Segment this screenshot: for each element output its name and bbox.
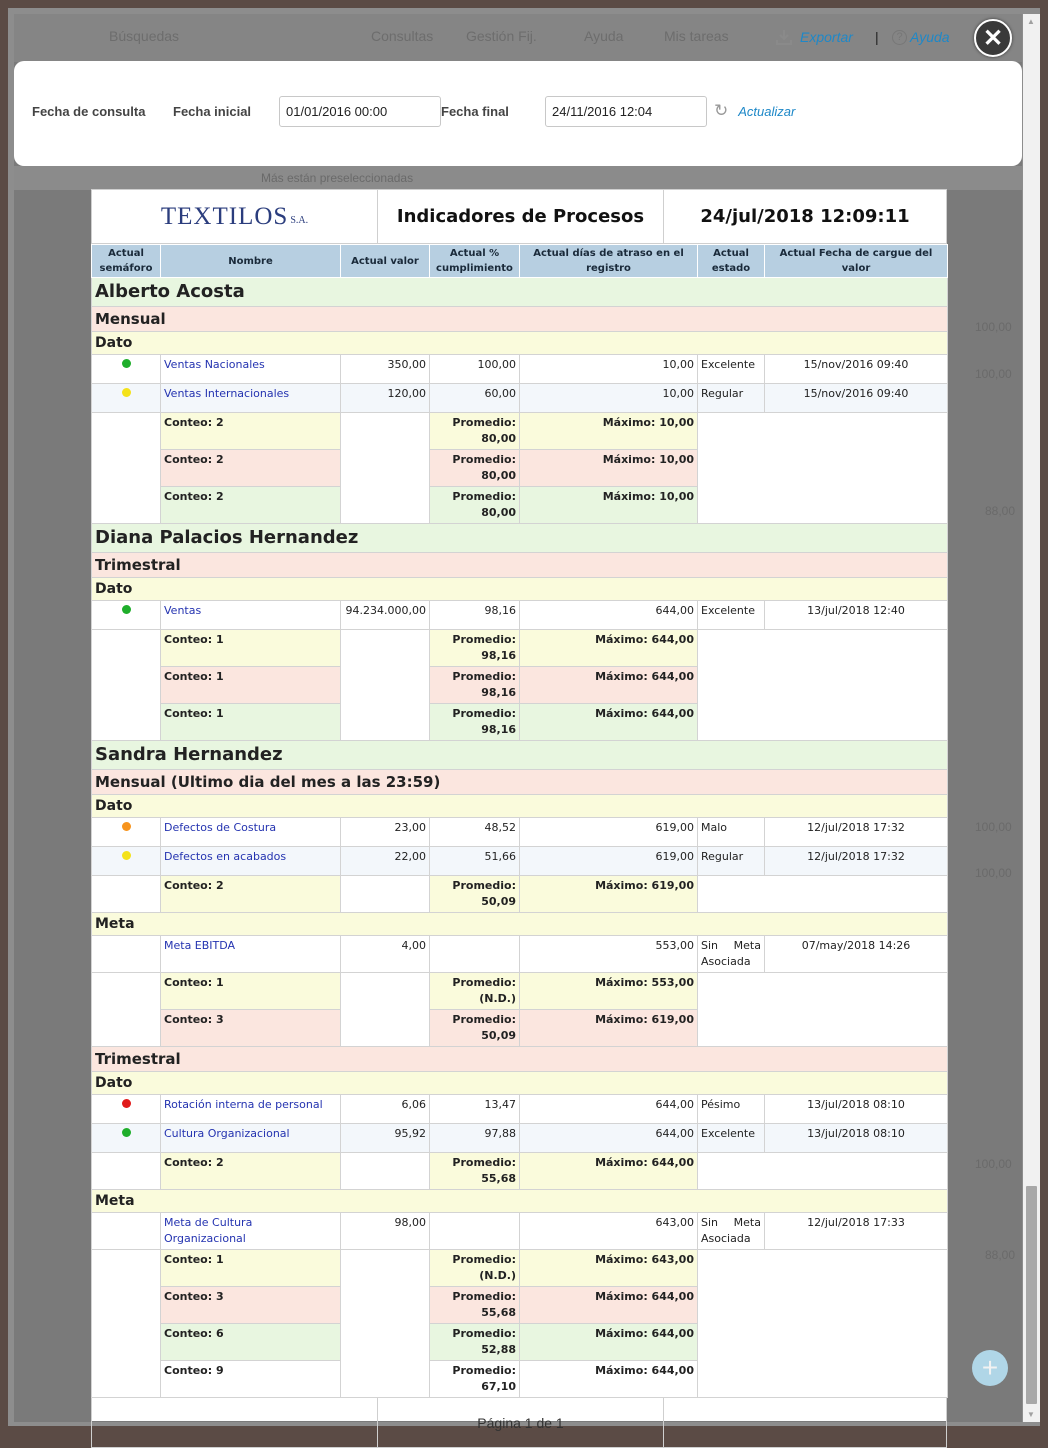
load-date-cell: 13/jul/2018 08:10 bbox=[765, 1124, 948, 1153]
average-cell: Promedio: 80,00 bbox=[430, 487, 520, 524]
value-cell: 98,00 bbox=[341, 1213, 430, 1250]
state-cell: Excelente bbox=[698, 1124, 765, 1153]
column-header: Actual valor bbox=[341, 245, 430, 278]
type-group-header-label: Dato bbox=[92, 332, 948, 355]
average-cell: Promedio: 67,10 bbox=[430, 1361, 520, 1398]
max-cell: Máximo: 644,00 bbox=[520, 1153, 698, 1190]
period-group-header-label: Mensual (Ultimo dia del mes a las 23:59) bbox=[92, 770, 948, 795]
scrollbar-thumb[interactable] bbox=[1026, 1186, 1037, 1404]
summary-blank-cell bbox=[698, 630, 948, 741]
column-header: Actual estado bbox=[698, 245, 765, 278]
count-cell: Conteo: 1 bbox=[161, 704, 341, 741]
average-cell: Promedio: 98,16 bbox=[430, 667, 520, 704]
refresh-label: Actualizar bbox=[738, 103, 796, 119]
count-cell: Conteo: 6 bbox=[161, 1324, 341, 1361]
type-group-header-label: Meta bbox=[92, 1190, 948, 1213]
period-group-header-label: Trimestral bbox=[92, 553, 948, 578]
background-value: 100,00 bbox=[975, 820, 1012, 834]
average-cell: Promedio: (N.D.) bbox=[430, 1250, 520, 1287]
indicator-link[interactable]: Meta EBITDA bbox=[164, 939, 236, 952]
max-cell: Máximo: 619,00 bbox=[520, 876, 698, 913]
delay-cell: 10,00 bbox=[520, 384, 698, 413]
value-cell: 23,00 bbox=[341, 818, 430, 847]
yellow-light-icon bbox=[122, 388, 131, 397]
summary-blank-cell bbox=[698, 973, 948, 1047]
state-cell: Excelente bbox=[698, 601, 765, 630]
orange-light-icon bbox=[122, 822, 131, 831]
average-cell: Promedio: 52,88 bbox=[430, 1324, 520, 1361]
value-cell: 120,00 bbox=[341, 384, 430, 413]
delay-cell: 644,00 bbox=[520, 601, 698, 630]
period-group-header bbox=[92, 1047, 948, 1072]
semaphore-cell bbox=[92, 1124, 161, 1153]
load-date-cell: 15/nov/2016 09:40 bbox=[765, 355, 948, 384]
background-value: 100,00 bbox=[975, 1157, 1012, 1171]
person-group-header-label: Sandra Hernandez bbox=[92, 741, 948, 770]
start-date-label: Fecha inicial bbox=[173, 104, 252, 119]
name-cell bbox=[161, 384, 341, 413]
delay-cell: 643,00 bbox=[520, 1213, 698, 1250]
type-group-header bbox=[92, 332, 948, 355]
max-cell: Máximo: 644,00 bbox=[520, 1324, 698, 1361]
count-cell: Conteo: 2 bbox=[161, 1153, 341, 1190]
person-group-header-label: Diana Palacios Hernandez bbox=[92, 524, 948, 553]
percent-cell: 13,47 bbox=[430, 1095, 520, 1124]
state-cell: Malo bbox=[698, 818, 765, 847]
state-cell: Regular bbox=[698, 847, 765, 876]
summary-blank-cell bbox=[341, 413, 430, 524]
summary-blank-cell bbox=[698, 1153, 948, 1190]
plus-icon: + bbox=[981, 1352, 999, 1383]
average-cell: Promedio: 80,00 bbox=[430, 413, 520, 450]
value-cell: 95,92 bbox=[341, 1124, 430, 1153]
summary-blank-cell bbox=[92, 1153, 161, 1190]
background-menu-item: Mis tareas bbox=[664, 28, 729, 44]
add-button[interactable] bbox=[972, 1350, 1008, 1386]
help-button[interactable] bbox=[892, 29, 950, 45]
period-group-header bbox=[92, 307, 948, 332]
count-cell: Conteo: 1 bbox=[161, 973, 341, 1010]
summary-blank-cell bbox=[341, 630, 430, 741]
summary-blank-cell bbox=[341, 876, 430, 913]
period-group-header-label: Mensual bbox=[92, 307, 948, 332]
delay-cell: 644,00 bbox=[520, 1124, 698, 1153]
summary-blank-cell bbox=[341, 1153, 430, 1190]
summary-blank-cell bbox=[341, 1250, 430, 1398]
percent-cell: 51,66 bbox=[430, 847, 520, 876]
load-date-cell: 07/may/2018 14:26 bbox=[765, 936, 948, 973]
count-cell: Conteo: 2 bbox=[161, 450, 341, 487]
count-cell: Conteo: 2 bbox=[161, 413, 341, 450]
name-cell bbox=[161, 1213, 341, 1250]
percent-cell bbox=[430, 936, 520, 973]
company-logo bbox=[92, 190, 378, 243]
type-group-header bbox=[92, 913, 948, 936]
red-light-icon bbox=[122, 1099, 131, 1108]
percent-cell: 48,52 bbox=[430, 818, 520, 847]
delay-cell: 10,00 bbox=[520, 355, 698, 384]
max-cell: Máximo: 644,00 bbox=[520, 704, 698, 741]
average-cell: Promedio: 50,09 bbox=[430, 876, 520, 913]
value-cell: 350,00 bbox=[341, 355, 430, 384]
download-icon bbox=[776, 29, 792, 45]
report-footer bbox=[91, 1398, 947, 1448]
summary-blank-cell bbox=[92, 630, 161, 741]
type-group-header bbox=[92, 1072, 948, 1095]
green-light-icon bbox=[122, 605, 131, 614]
name-cell bbox=[161, 601, 341, 630]
table-row bbox=[92, 936, 948, 973]
name-cell bbox=[161, 818, 341, 847]
table-row bbox=[92, 1213, 948, 1250]
average-cell: Promedio: (N.D.) bbox=[430, 973, 520, 1010]
semaphore-cell bbox=[92, 601, 161, 630]
background-menu-item: Ayuda bbox=[584, 28, 624, 44]
column-header: Actual Fecha de cargue del valor bbox=[765, 245, 948, 278]
name-cell bbox=[161, 1095, 341, 1124]
percent-cell: 98,16 bbox=[430, 601, 520, 630]
type-group-header bbox=[92, 795, 948, 818]
export-button[interactable] bbox=[776, 29, 853, 45]
report-header bbox=[91, 189, 947, 244]
table-row bbox=[92, 1124, 948, 1153]
background-preselected-text: Más están preseleccionadas bbox=[261, 171, 414, 185]
yellow-light-icon bbox=[122, 851, 131, 860]
count-cell: Conteo: 2 bbox=[161, 876, 341, 913]
state-cell: Sin Meta Asociada bbox=[698, 1213, 765, 1250]
load-date-cell: 12/jul/2018 17:32 bbox=[765, 818, 948, 847]
load-date-cell: 12/jul/2018 17:32 bbox=[765, 847, 948, 876]
indicator-link[interactable]: Ventas Nacionales bbox=[164, 358, 265, 371]
indicator-link[interactable]: Rotación interna de personal bbox=[164, 1098, 323, 1111]
background-menu-item: Consultas bbox=[371, 28, 434, 44]
delay-cell: 553,00 bbox=[520, 936, 698, 973]
person-group-header bbox=[92, 741, 948, 770]
background-value: 100,00 bbox=[975, 367, 1012, 381]
scrollbar[interactable] bbox=[1023, 14, 1040, 1422]
value-cell: 22,00 bbox=[341, 847, 430, 876]
max-cell: Máximo: 553,00 bbox=[520, 973, 698, 1010]
average-cell: Promedio: 98,16 bbox=[430, 704, 520, 741]
max-cell: Máximo: 643,00 bbox=[520, 1250, 698, 1287]
state-cell: Regular bbox=[698, 384, 765, 413]
summary-blank-cell bbox=[92, 973, 161, 1047]
scroll-up-icon[interactable]: ▲ bbox=[1027, 17, 1035, 26]
value-cell: 94.234.000,00 bbox=[341, 601, 430, 630]
period-group-header bbox=[92, 553, 948, 578]
column-header: Nombre bbox=[161, 245, 341, 278]
table-row bbox=[92, 1095, 948, 1124]
percent-cell: 60,00 bbox=[430, 384, 520, 413]
table-row bbox=[92, 384, 948, 413]
load-date-cell: 13/jul/2018 12:40 bbox=[765, 601, 948, 630]
count-cell: Conteo: 3 bbox=[161, 1287, 341, 1324]
percent-cell bbox=[430, 1213, 520, 1250]
refresh-button[interactable] bbox=[714, 103, 795, 119]
table-row bbox=[92, 601, 948, 630]
person-group-header-label: Alberto Acosta bbox=[92, 278, 948, 307]
max-cell: Máximo: 644,00 bbox=[520, 1287, 698, 1324]
summary-blank-cell bbox=[341, 973, 430, 1047]
table-row bbox=[92, 818, 948, 847]
average-cell: Promedio: 80,00 bbox=[430, 450, 520, 487]
max-cell: Máximo: 10,00 bbox=[520, 487, 698, 524]
background-menu-item: Gestión Fij. bbox=[466, 28, 537, 44]
logo-suffix: S.A. bbox=[290, 215, 309, 226]
average-cell: Promedio: 50,09 bbox=[430, 1010, 520, 1047]
type-group-header-label: Dato bbox=[92, 795, 948, 818]
semaphore-cell bbox=[92, 936, 161, 973]
summary-blank-cell bbox=[698, 1250, 948, 1398]
end-date-label: Fecha final bbox=[441, 104, 509, 119]
column-header: Actual semáforo bbox=[92, 245, 161, 278]
background-value: 88,00 bbox=[985, 1248, 1016, 1262]
end-date-input[interactable] bbox=[545, 96, 707, 127]
count-cell: Conteo: 1 bbox=[161, 630, 341, 667]
summary-blank-cell bbox=[698, 876, 948, 913]
person-group-header bbox=[92, 524, 948, 553]
value-cell: 6,06 bbox=[341, 1095, 430, 1124]
query-date-label: Fecha de consulta bbox=[32, 104, 146, 119]
max-cell: Máximo: 10,00 bbox=[520, 450, 698, 487]
semaphore-cell bbox=[92, 355, 161, 384]
semaphore-cell bbox=[92, 1213, 161, 1250]
summary-row bbox=[92, 1153, 948, 1190]
name-cell bbox=[161, 847, 341, 876]
table-row bbox=[92, 847, 948, 876]
max-cell: Máximo: 10,00 bbox=[520, 413, 698, 450]
count-cell: Conteo: 3 bbox=[161, 1010, 341, 1047]
summary-row bbox=[92, 630, 948, 667]
background-value: 100,00 bbox=[975, 320, 1012, 334]
summary-row bbox=[92, 413, 948, 450]
max-cell: Máximo: 619,00 bbox=[520, 1010, 698, 1047]
value-cell: 4,00 bbox=[341, 936, 430, 973]
semaphore-cell bbox=[92, 384, 161, 413]
semaphore-cell bbox=[92, 818, 161, 847]
column-header: Actual días de atraso en el registro bbox=[520, 245, 698, 278]
count-cell: Conteo: 1 bbox=[161, 667, 341, 704]
indicator-link[interactable]: Meta de Cultura Organizacional bbox=[164, 1216, 253, 1245]
background-menubar bbox=[14, 14, 1022, 62]
scroll-down-icon[interactable]: ▼ bbox=[1027, 1410, 1035, 1419]
start-date-input[interactable] bbox=[279, 96, 441, 127]
report-sheet bbox=[91, 189, 947, 1431]
green-light-icon bbox=[122, 1128, 131, 1137]
semaphore-cell bbox=[92, 847, 161, 876]
max-cell: Máximo: 644,00 bbox=[520, 630, 698, 667]
person-group-header bbox=[92, 278, 948, 307]
background-preselected-strip bbox=[14, 166, 1022, 190]
indicator-link[interactable]: Defectos en acabados bbox=[164, 850, 287, 863]
indicator-link[interactable]: Defectos de Costura bbox=[164, 821, 277, 834]
report-body bbox=[92, 278, 948, 1398]
summary-blank-cell bbox=[92, 1250, 161, 1398]
average-cell: Promedio: 55,68 bbox=[430, 1153, 520, 1190]
indicator-link[interactable]: Ventas bbox=[164, 604, 202, 617]
delay-cell: 644,00 bbox=[520, 1095, 698, 1124]
summary-row bbox=[92, 1250, 948, 1287]
summary-blank-cell bbox=[92, 413, 161, 524]
close-icon: ✕ bbox=[982, 24, 1004, 52]
percent-cell: 100,00 bbox=[430, 355, 520, 384]
background-search: Búsquedas bbox=[109, 28, 180, 44]
summary-row bbox=[92, 876, 948, 913]
table-row bbox=[92, 355, 948, 384]
green-light-icon bbox=[122, 359, 131, 368]
column-headers bbox=[92, 245, 948, 278]
background-value: 88,00 bbox=[985, 504, 1016, 518]
filter-panel bbox=[14, 61, 1022, 166]
help-icon: ? bbox=[892, 30, 907, 45]
summary-blank-cell bbox=[698, 413, 948, 524]
page-indicator: Página 1 de 1 bbox=[378, 1398, 664, 1447]
period-group-header-label: Trimestral bbox=[92, 1047, 948, 1072]
percent-cell: 97,88 bbox=[430, 1124, 520, 1153]
close-button[interactable] bbox=[974, 19, 1012, 57]
delay-cell: 619,00 bbox=[520, 847, 698, 876]
average-cell: Promedio: 98,16 bbox=[430, 630, 520, 667]
report-title: Indicadores de Procesos bbox=[378, 190, 664, 243]
type-group-header bbox=[92, 578, 948, 601]
max-cell: Máximo: 644,00 bbox=[520, 667, 698, 704]
logo-text: TEXTILOS bbox=[160, 202, 289, 230]
indicators-table bbox=[91, 244, 948, 1398]
summary-blank-cell bbox=[92, 876, 161, 913]
type-group-header-label: Meta bbox=[92, 913, 948, 936]
report-date: 24/jul/2018 12:09:11 bbox=[700, 206, 910, 227]
state-cell: Pésimo bbox=[698, 1095, 765, 1124]
help-label: Ayuda bbox=[910, 29, 950, 45]
name-cell bbox=[161, 355, 341, 384]
count-cell: Conteo: 9 bbox=[161, 1361, 341, 1398]
delay-cell: 619,00 bbox=[520, 818, 698, 847]
count-cell: Conteo: 1 bbox=[161, 1250, 341, 1287]
state-cell: Excelente bbox=[698, 355, 765, 384]
count-cell: Conteo: 2 bbox=[161, 487, 341, 524]
export-label: Exportar bbox=[800, 29, 853, 45]
average-cell: Promedio: 55,68 bbox=[430, 1287, 520, 1324]
name-cell bbox=[161, 936, 341, 973]
refresh-icon: ↻ bbox=[714, 101, 729, 120]
load-date-cell: 15/nov/2016 09:40 bbox=[765, 384, 948, 413]
column-header: Actual % cumplimiento bbox=[430, 245, 520, 278]
type-group-header-label: Dato bbox=[92, 1072, 948, 1095]
semaphore-cell bbox=[92, 1095, 161, 1124]
summary-row bbox=[92, 973, 948, 1010]
type-group-header-label: Dato bbox=[92, 578, 948, 601]
indicator-link[interactable]: Ventas Internacionales bbox=[164, 387, 290, 400]
state-cell: Sin Meta Asociada bbox=[698, 936, 765, 973]
period-group-header bbox=[92, 770, 948, 795]
name-cell bbox=[161, 1124, 341, 1153]
load-date-cell: 13/jul/2018 08:10 bbox=[765, 1095, 948, 1124]
background-value: 100,00 bbox=[975, 866, 1012, 880]
load-date-cell: 12/jul/2018 17:33 bbox=[765, 1213, 948, 1250]
indicator-link[interactable]: Cultura Organizacional bbox=[164, 1127, 290, 1140]
max-cell: Máximo: 644,00 bbox=[520, 1361, 698, 1398]
toolbar-separator: | bbox=[875, 29, 879, 45]
type-group-header bbox=[92, 1190, 948, 1213]
